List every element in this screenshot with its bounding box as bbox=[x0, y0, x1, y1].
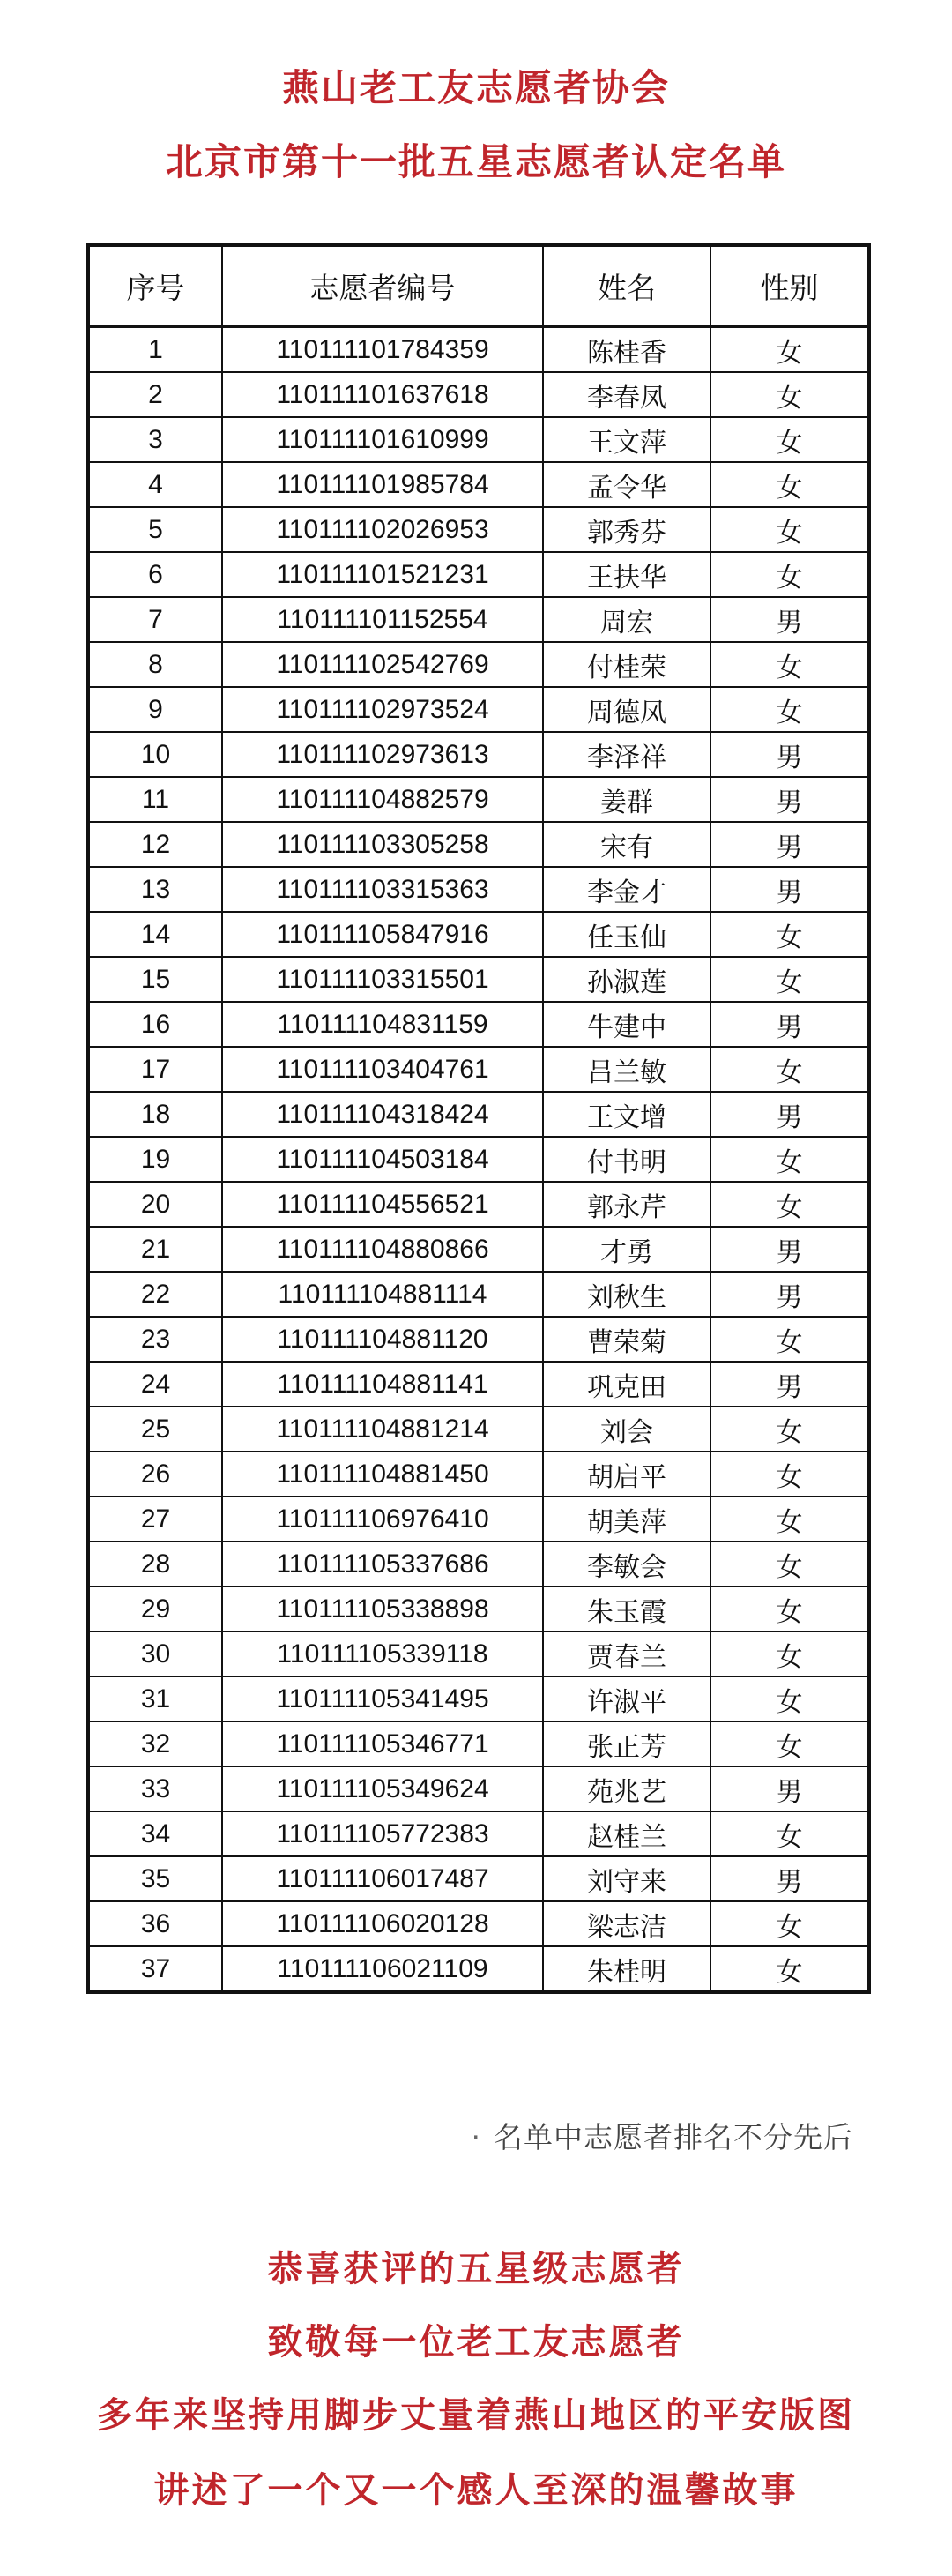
cell-volunteer-id: 110111105346771 bbox=[222, 1721, 543, 1766]
cell-index: 3 bbox=[88, 417, 222, 462]
cell-gender: 女 bbox=[710, 1587, 869, 1631]
cell-gender: 女 bbox=[710, 1542, 869, 1587]
cell-volunteer-id: 110111105772383 bbox=[222, 1811, 543, 1856]
table-header-row bbox=[88, 245, 869, 326]
table-row bbox=[88, 597, 869, 642]
table-row bbox=[88, 1362, 869, 1407]
cell-gender: 女 bbox=[710, 1631, 869, 1676]
table-row bbox=[88, 1631, 869, 1676]
cell-name: 李敏会 bbox=[543, 1542, 710, 1587]
table-row bbox=[88, 822, 869, 867]
cell-volunteer-id: 110111101985784 bbox=[222, 462, 543, 507]
cell-name: 周宏 bbox=[543, 597, 710, 642]
cell-volunteer-id: 110111106020128 bbox=[222, 1901, 543, 1946]
slogan-line-2: 致敬每一位老工友志愿者 bbox=[267, 2322, 685, 2363]
cell-gender: 男 bbox=[710, 1272, 869, 1317]
cell-name: 刘守来 bbox=[543, 1856, 710, 1901]
cell-name: 任玉仙 bbox=[543, 912, 710, 957]
cell-gender: 女 bbox=[710, 1407, 869, 1452]
table-row bbox=[88, 552, 869, 597]
table-row bbox=[88, 462, 869, 507]
cell-index: 29 bbox=[88, 1587, 222, 1631]
cell-name: 才勇 bbox=[543, 1227, 710, 1272]
cell-index: 33 bbox=[88, 1766, 222, 1811]
cell-name: 赵桂兰 bbox=[543, 1811, 710, 1856]
cell-name: 朱桂明 bbox=[543, 1946, 710, 1992]
cell-volunteer-id: 110111103315363 bbox=[222, 867, 543, 912]
cell-name: 朱玉霞 bbox=[543, 1587, 710, 1631]
cell-volunteer-id: 110111105338898 bbox=[222, 1587, 543, 1631]
cell-volunteer-id: 110111102973524 bbox=[222, 687, 543, 732]
table-row bbox=[88, 1272, 869, 1317]
cell-gender: 男 bbox=[710, 597, 869, 642]
cell-gender: 女 bbox=[710, 1811, 869, 1856]
cell-name: 郭秀芬 bbox=[543, 507, 710, 552]
cell-gender: 男 bbox=[710, 1856, 869, 1901]
table-row bbox=[88, 732, 869, 777]
table-row bbox=[88, 417, 869, 462]
cell-index: 7 bbox=[88, 597, 222, 642]
cell-name: 姜群 bbox=[543, 777, 710, 822]
table-row bbox=[88, 1092, 869, 1137]
cell-index: 22 bbox=[88, 1272, 222, 1317]
cell-index: 2 bbox=[88, 372, 222, 417]
cell-index: 14 bbox=[88, 912, 222, 957]
table-row bbox=[88, 1946, 869, 1992]
cell-index: 25 bbox=[88, 1407, 222, 1452]
cell-name: 宋有 bbox=[543, 822, 710, 867]
note-text: 名单中志愿者排名不分先后 bbox=[494, 2120, 853, 2154]
table-row bbox=[88, 1407, 869, 1452]
cell-index: 27 bbox=[88, 1497, 222, 1542]
cell-volunteer-id: 110111102026953 bbox=[222, 507, 543, 552]
cell-name: 许淑平 bbox=[543, 1676, 710, 1721]
cell-index: 23 bbox=[88, 1317, 222, 1362]
cell-volunteer-id: 110111105341495 bbox=[222, 1676, 543, 1721]
cell-index: 10 bbox=[88, 732, 222, 777]
table-row bbox=[88, 372, 869, 417]
cell-index: 12 bbox=[88, 822, 222, 867]
cell-gender: 女 bbox=[710, 417, 869, 462]
cell-name: 曹荣菊 bbox=[543, 1317, 710, 1362]
cell-index: 16 bbox=[88, 1002, 222, 1047]
cell-volunteer-id: 110111102542769 bbox=[222, 642, 543, 687]
cell-gender: 女 bbox=[710, 1721, 869, 1766]
table-body bbox=[88, 326, 869, 1992]
ranking-note bbox=[472, 2115, 854, 2156]
cell-gender: 男 bbox=[710, 822, 869, 867]
cell-volunteer-id: 110111104881214 bbox=[222, 1407, 543, 1452]
cell-gender: 女 bbox=[710, 1676, 869, 1721]
cell-gender: 男 bbox=[710, 1092, 869, 1137]
cell-index: 5 bbox=[88, 507, 222, 552]
cell-name: 胡启平 bbox=[543, 1452, 710, 1497]
table-row bbox=[88, 957, 869, 1002]
cell-index: 34 bbox=[88, 1811, 222, 1856]
table-row bbox=[88, 1676, 869, 1721]
table-row bbox=[88, 1542, 869, 1587]
cell-index: 9 bbox=[88, 687, 222, 732]
cell-index: 30 bbox=[88, 1631, 222, 1676]
cell-name: 胡美萍 bbox=[543, 1497, 710, 1542]
cell-index: 17 bbox=[88, 1047, 222, 1092]
column-header-gender: 性别 bbox=[710, 245, 869, 326]
column-header-name: 姓名 bbox=[543, 245, 710, 326]
table-row bbox=[88, 1766, 869, 1811]
table-row bbox=[88, 1811, 869, 1856]
cell-index: 19 bbox=[88, 1137, 222, 1182]
cell-volunteer-id: 110111102973613 bbox=[222, 732, 543, 777]
cell-index: 24 bbox=[88, 1362, 222, 1407]
cell-volunteer-id: 110111105349624 bbox=[222, 1766, 543, 1811]
cell-name: 梁志洁 bbox=[543, 1901, 710, 1946]
volunteer-table-container bbox=[86, 243, 867, 1994]
cell-name: 李金才 bbox=[543, 867, 710, 912]
cell-index: 6 bbox=[88, 552, 222, 597]
table-row bbox=[88, 642, 869, 687]
note-bullet: · bbox=[471, 2120, 481, 2154]
cell-volunteer-id: 110111103315501 bbox=[222, 957, 543, 1002]
cell-index: 36 bbox=[88, 1901, 222, 1946]
table-row bbox=[88, 507, 869, 552]
cell-gender: 女 bbox=[710, 957, 869, 1002]
cell-name: 刘秋生 bbox=[543, 1272, 710, 1317]
cell-index: 8 bbox=[88, 642, 222, 687]
cell-index: 35 bbox=[88, 1856, 222, 1901]
cell-gender: 女 bbox=[710, 912, 869, 957]
cell-volunteer-id: 110111106017487 bbox=[222, 1856, 543, 1901]
cell-volunteer-id: 110111106976410 bbox=[222, 1497, 543, 1542]
cell-volunteer-id: 110111104318424 bbox=[222, 1092, 543, 1137]
cell-name: 牛建中 bbox=[543, 1002, 710, 1047]
table-row bbox=[88, 777, 869, 822]
cell-volunteer-id: 110111104881120 bbox=[222, 1317, 543, 1362]
cell-name: 王文增 bbox=[543, 1092, 710, 1137]
table-row bbox=[88, 687, 869, 732]
cell-volunteer-id: 110111106021109 bbox=[222, 1946, 543, 1992]
cell-gender: 女 bbox=[710, 1901, 869, 1946]
cell-index: 20 bbox=[88, 1182, 222, 1227]
slogan-line-3: 多年来坚持用脚步丈量着燕山地区的平安版图 bbox=[97, 2395, 855, 2436]
cell-name: 刘会 bbox=[543, 1407, 710, 1452]
association-title: 燕山老工友志愿者协会 bbox=[281, 66, 670, 109]
cell-gender: 女 bbox=[710, 1317, 869, 1362]
cell-gender: 女 bbox=[710, 1452, 869, 1497]
cell-volunteer-id: 110111105337686 bbox=[222, 1542, 543, 1587]
list-title: 北京市第十一批五星志愿者认定名单 bbox=[165, 140, 786, 183]
cell-gender: 女 bbox=[710, 1137, 869, 1182]
cell-volunteer-id: 110111104881450 bbox=[222, 1452, 543, 1497]
cell-index: 28 bbox=[88, 1542, 222, 1587]
volunteer-table bbox=[86, 243, 871, 1994]
cell-name: 郭永芹 bbox=[543, 1182, 710, 1227]
cell-gender: 男 bbox=[710, 732, 869, 777]
cell-name: 孟令华 bbox=[543, 462, 710, 507]
cell-gender: 女 bbox=[710, 642, 869, 687]
cell-name: 周德凤 bbox=[543, 687, 710, 732]
cell-index: 21 bbox=[88, 1227, 222, 1272]
table-row bbox=[88, 1182, 869, 1227]
cell-index: 37 bbox=[88, 1946, 222, 1992]
cell-gender: 女 bbox=[710, 372, 869, 417]
cell-volunteer-id: 110111101152554 bbox=[222, 597, 543, 642]
cell-index: 32 bbox=[88, 1721, 222, 1766]
table-row bbox=[88, 1317, 869, 1362]
table-row bbox=[88, 1452, 869, 1497]
table-row bbox=[88, 867, 869, 912]
table-row bbox=[88, 1497, 869, 1542]
cell-gender: 男 bbox=[710, 1227, 869, 1272]
cell-index: 13 bbox=[88, 867, 222, 912]
cell-name: 孙淑莲 bbox=[543, 957, 710, 1002]
table-row bbox=[88, 1047, 869, 1092]
cell-index: 18 bbox=[88, 1092, 222, 1137]
cell-name: 李泽祥 bbox=[543, 732, 710, 777]
cell-name: 张正芳 bbox=[543, 1721, 710, 1766]
cell-name: 王扶华 bbox=[543, 552, 710, 597]
cell-index: 11 bbox=[88, 777, 222, 822]
cell-name: 付桂荣 bbox=[543, 642, 710, 687]
table-row bbox=[88, 1856, 869, 1901]
cell-volunteer-id: 110111104881141 bbox=[222, 1362, 543, 1407]
cell-volunteer-id: 110111104882579 bbox=[222, 777, 543, 822]
cell-gender: 女 bbox=[710, 326, 869, 372]
slogan-line-4: 讲述了一个又一个感人至深的温馨故事 bbox=[153, 2470, 799, 2511]
cell-gender: 女 bbox=[710, 507, 869, 552]
cell-volunteer-id: 110111104503184 bbox=[222, 1137, 543, 1182]
cell-gender: 女 bbox=[710, 1182, 869, 1227]
table-row bbox=[88, 1227, 869, 1272]
table-row bbox=[88, 1002, 869, 1047]
column-header-index: 序号 bbox=[88, 245, 222, 326]
cell-name: 巩克田 bbox=[543, 1362, 710, 1407]
cell-gender: 男 bbox=[710, 777, 869, 822]
cell-gender: 男 bbox=[710, 1766, 869, 1811]
cell-volunteer-id: 110111105339118 bbox=[222, 1631, 543, 1676]
table-row bbox=[88, 1587, 869, 1631]
cell-name: 贾春兰 bbox=[543, 1631, 710, 1676]
cell-gender: 女 bbox=[710, 687, 869, 732]
cell-name: 王文萍 bbox=[543, 417, 710, 462]
cell-name: 陈桂香 bbox=[543, 326, 710, 372]
table-row bbox=[88, 912, 869, 957]
cell-gender: 女 bbox=[710, 462, 869, 507]
cell-gender: 男 bbox=[710, 1002, 869, 1047]
cell-gender: 女 bbox=[710, 552, 869, 597]
cell-gender: 女 bbox=[710, 1047, 869, 1092]
cell-gender: 女 bbox=[710, 1946, 869, 1992]
cell-name: 付书明 bbox=[543, 1137, 710, 1182]
cell-volunteer-id: 110111104831159 bbox=[222, 1002, 543, 1047]
cell-volunteer-id: 110111104880866 bbox=[222, 1227, 543, 1272]
cell-volunteer-id: 110111101637618 bbox=[222, 372, 543, 417]
cell-gender: 女 bbox=[710, 1497, 869, 1542]
cell-volunteer-id: 110111105847916 bbox=[222, 912, 543, 957]
slogan-line-1: 恭喜获评的五星级志愿者 bbox=[267, 2249, 685, 2289]
cell-volunteer-id: 110111103305258 bbox=[222, 822, 543, 867]
cell-index: 4 bbox=[88, 462, 222, 507]
cell-gender: 男 bbox=[710, 1362, 869, 1407]
cell-volunteer-id: 110111101521231 bbox=[222, 552, 543, 597]
cell-index: 15 bbox=[88, 957, 222, 1002]
table-row bbox=[88, 1721, 869, 1766]
table-row bbox=[88, 326, 869, 372]
cell-index: 26 bbox=[88, 1452, 222, 1497]
cell-name: 吕兰敏 bbox=[543, 1047, 710, 1092]
cell-name: 李春凤 bbox=[543, 372, 710, 417]
cell-volunteer-id: 110111101784359 bbox=[222, 326, 543, 372]
cell-volunteer-id: 110111104556521 bbox=[222, 1182, 543, 1227]
table-row bbox=[88, 1137, 869, 1182]
cell-index: 31 bbox=[88, 1676, 222, 1721]
column-header-volunteer-id: 志愿者编号 bbox=[222, 245, 543, 326]
cell-volunteer-id: 110111101610999 bbox=[222, 417, 543, 462]
cell-volunteer-id: 110111104881114 bbox=[222, 1272, 543, 1317]
cell-name: 苑兆艺 bbox=[543, 1766, 710, 1811]
table-row bbox=[88, 1901, 869, 1946]
cell-volunteer-id: 110111103404761 bbox=[222, 1047, 543, 1092]
cell-gender: 男 bbox=[710, 867, 869, 912]
cell-index: 1 bbox=[88, 326, 222, 372]
